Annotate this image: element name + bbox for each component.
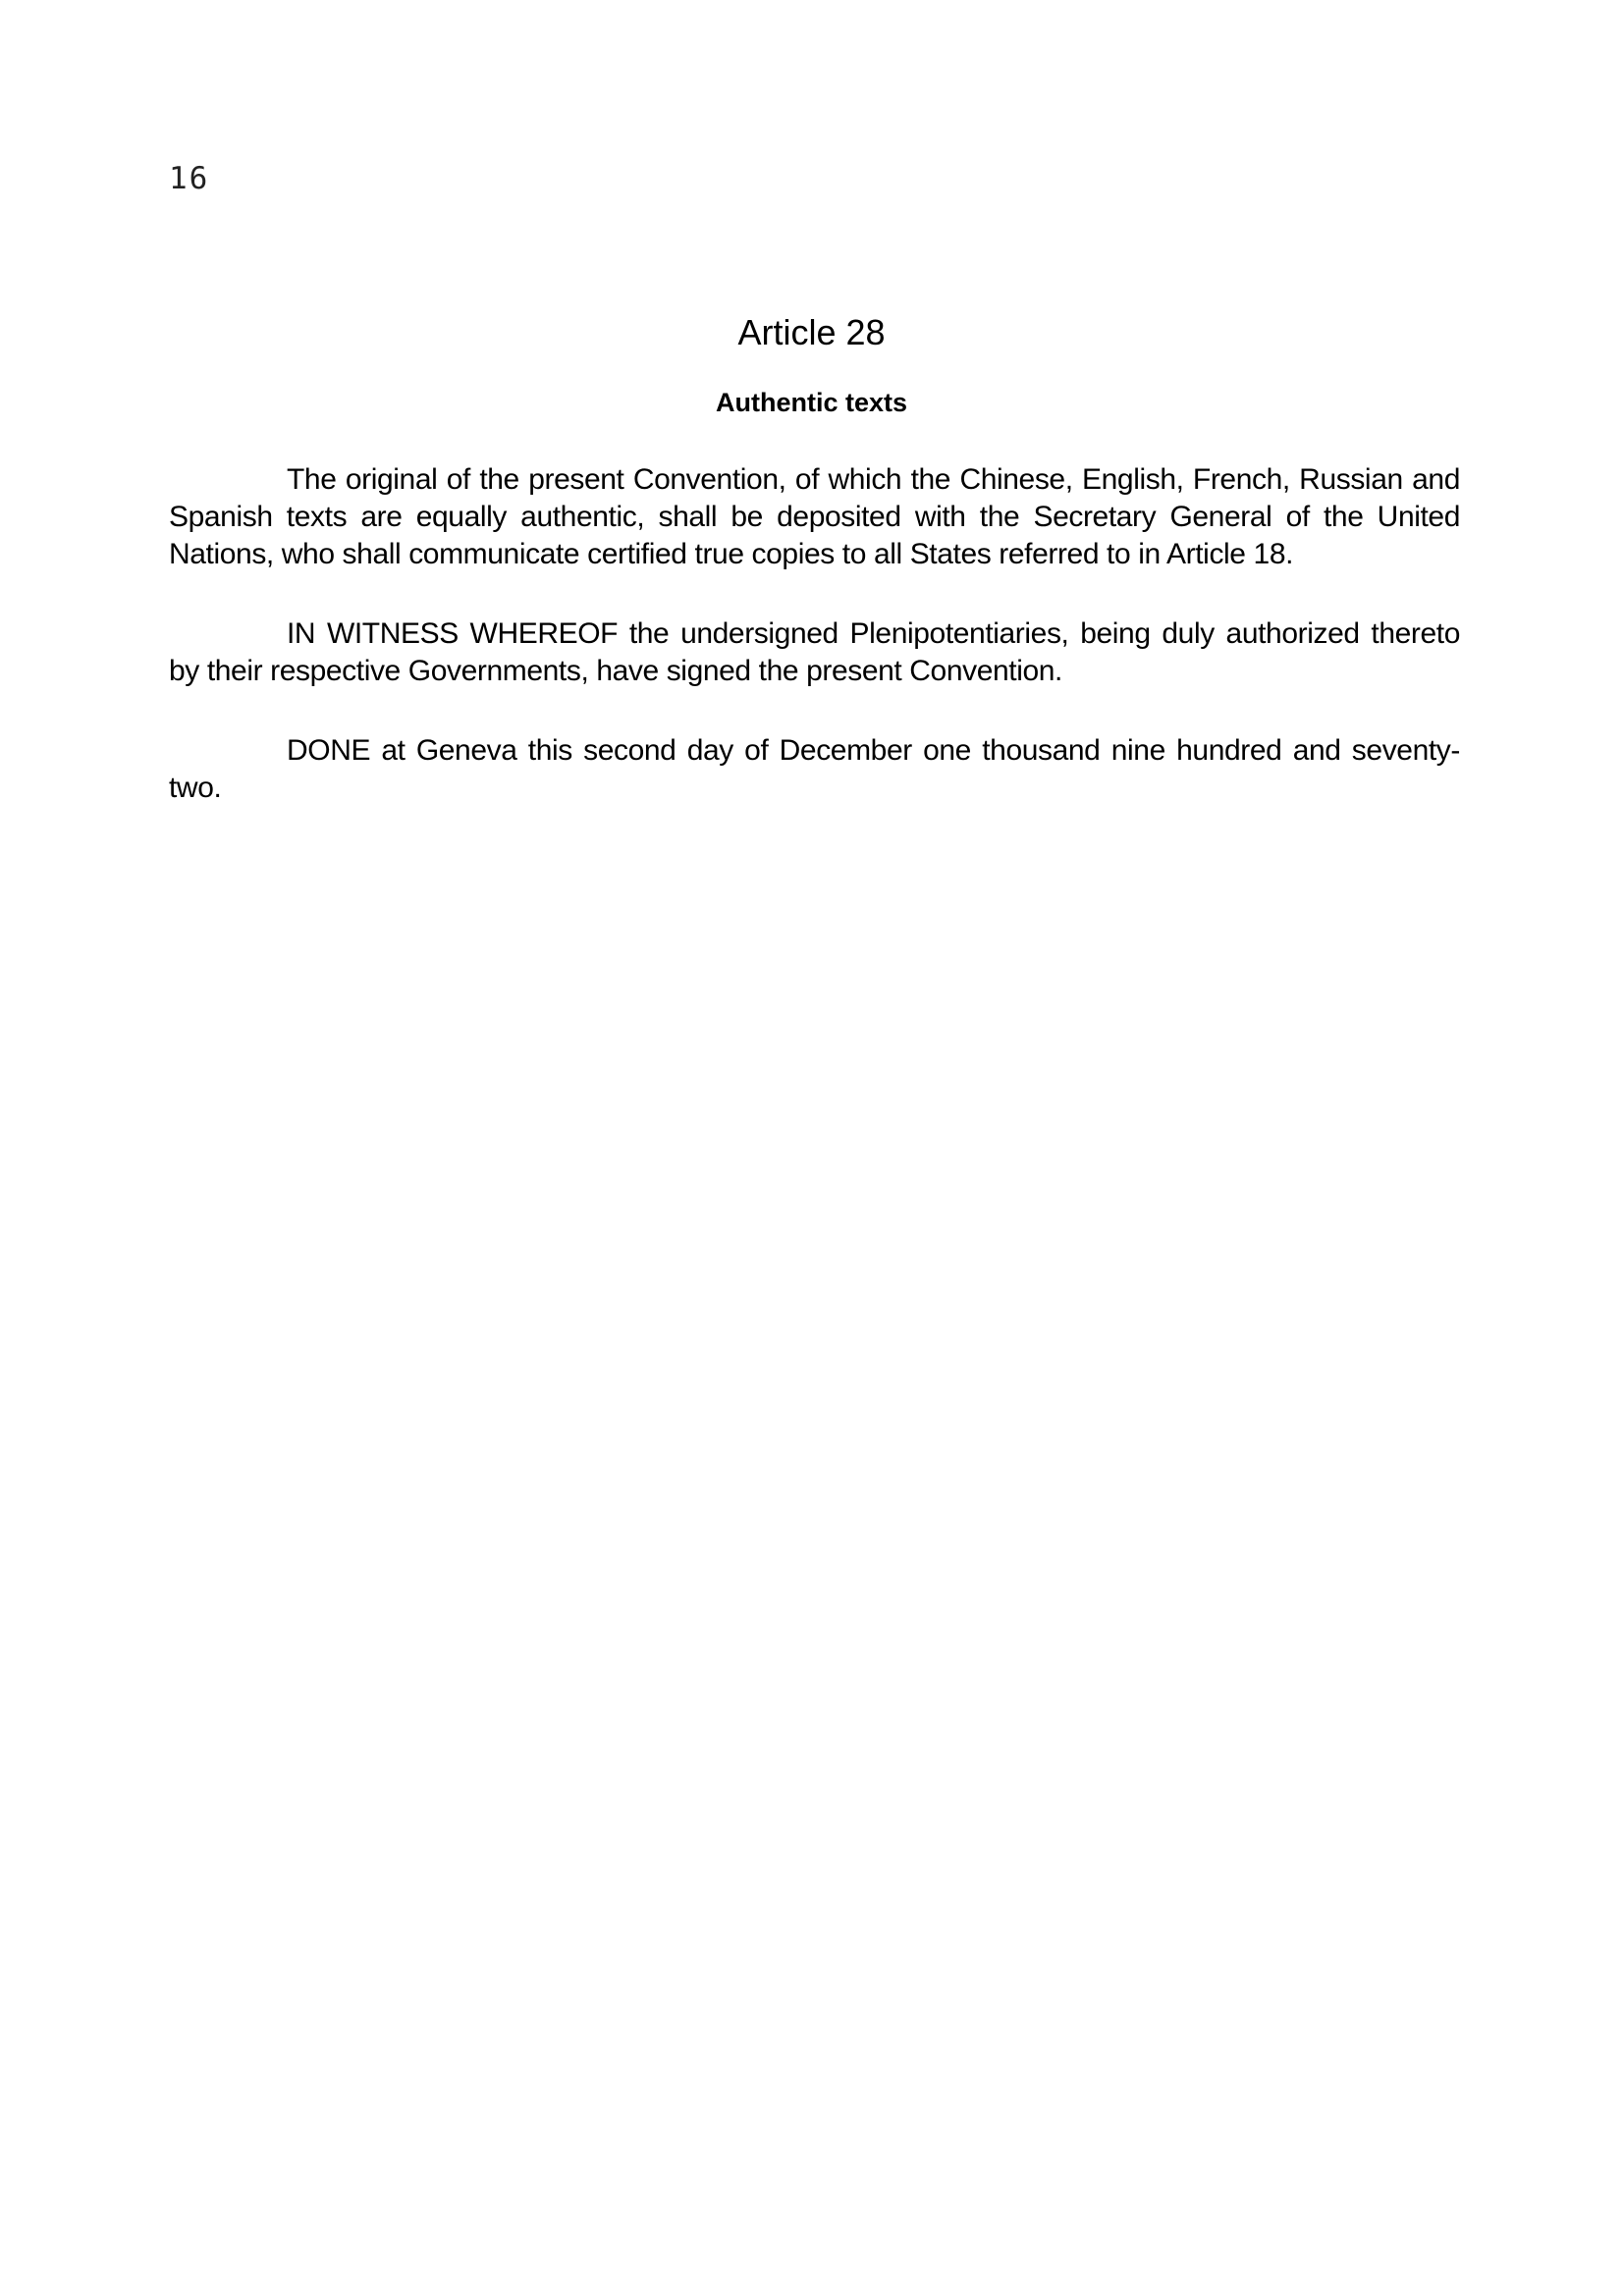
paragraph-in-witness-whereof: IN WITNESS WHEREOF the undersigned Plenipotentiaries, being duly authorized thereto by their respective Governments, have signed the present Convention. [169, 617, 1460, 687]
paragraph-authentic-texts: The original of the present Convention, of which the Chinese, English, French, Russian and Spanish texts are equally authentic, shall be deposited with the Secretary General of the United Nations, who shall communicate certified true copies to all States referred to in Article 18. [169, 463, 1460, 570]
article-body [169, 461, 1460, 849]
article-subtitle: Authentic texts [715, 388, 908, 417]
article-title: Article 28 [737, 312, 886, 352]
paragraph-done-at-geneva: DONE at Geneva this second day of December one thousand nine hundred and seventy-two. [169, 734, 1460, 804]
page-number: 16 [169, 161, 210, 196]
